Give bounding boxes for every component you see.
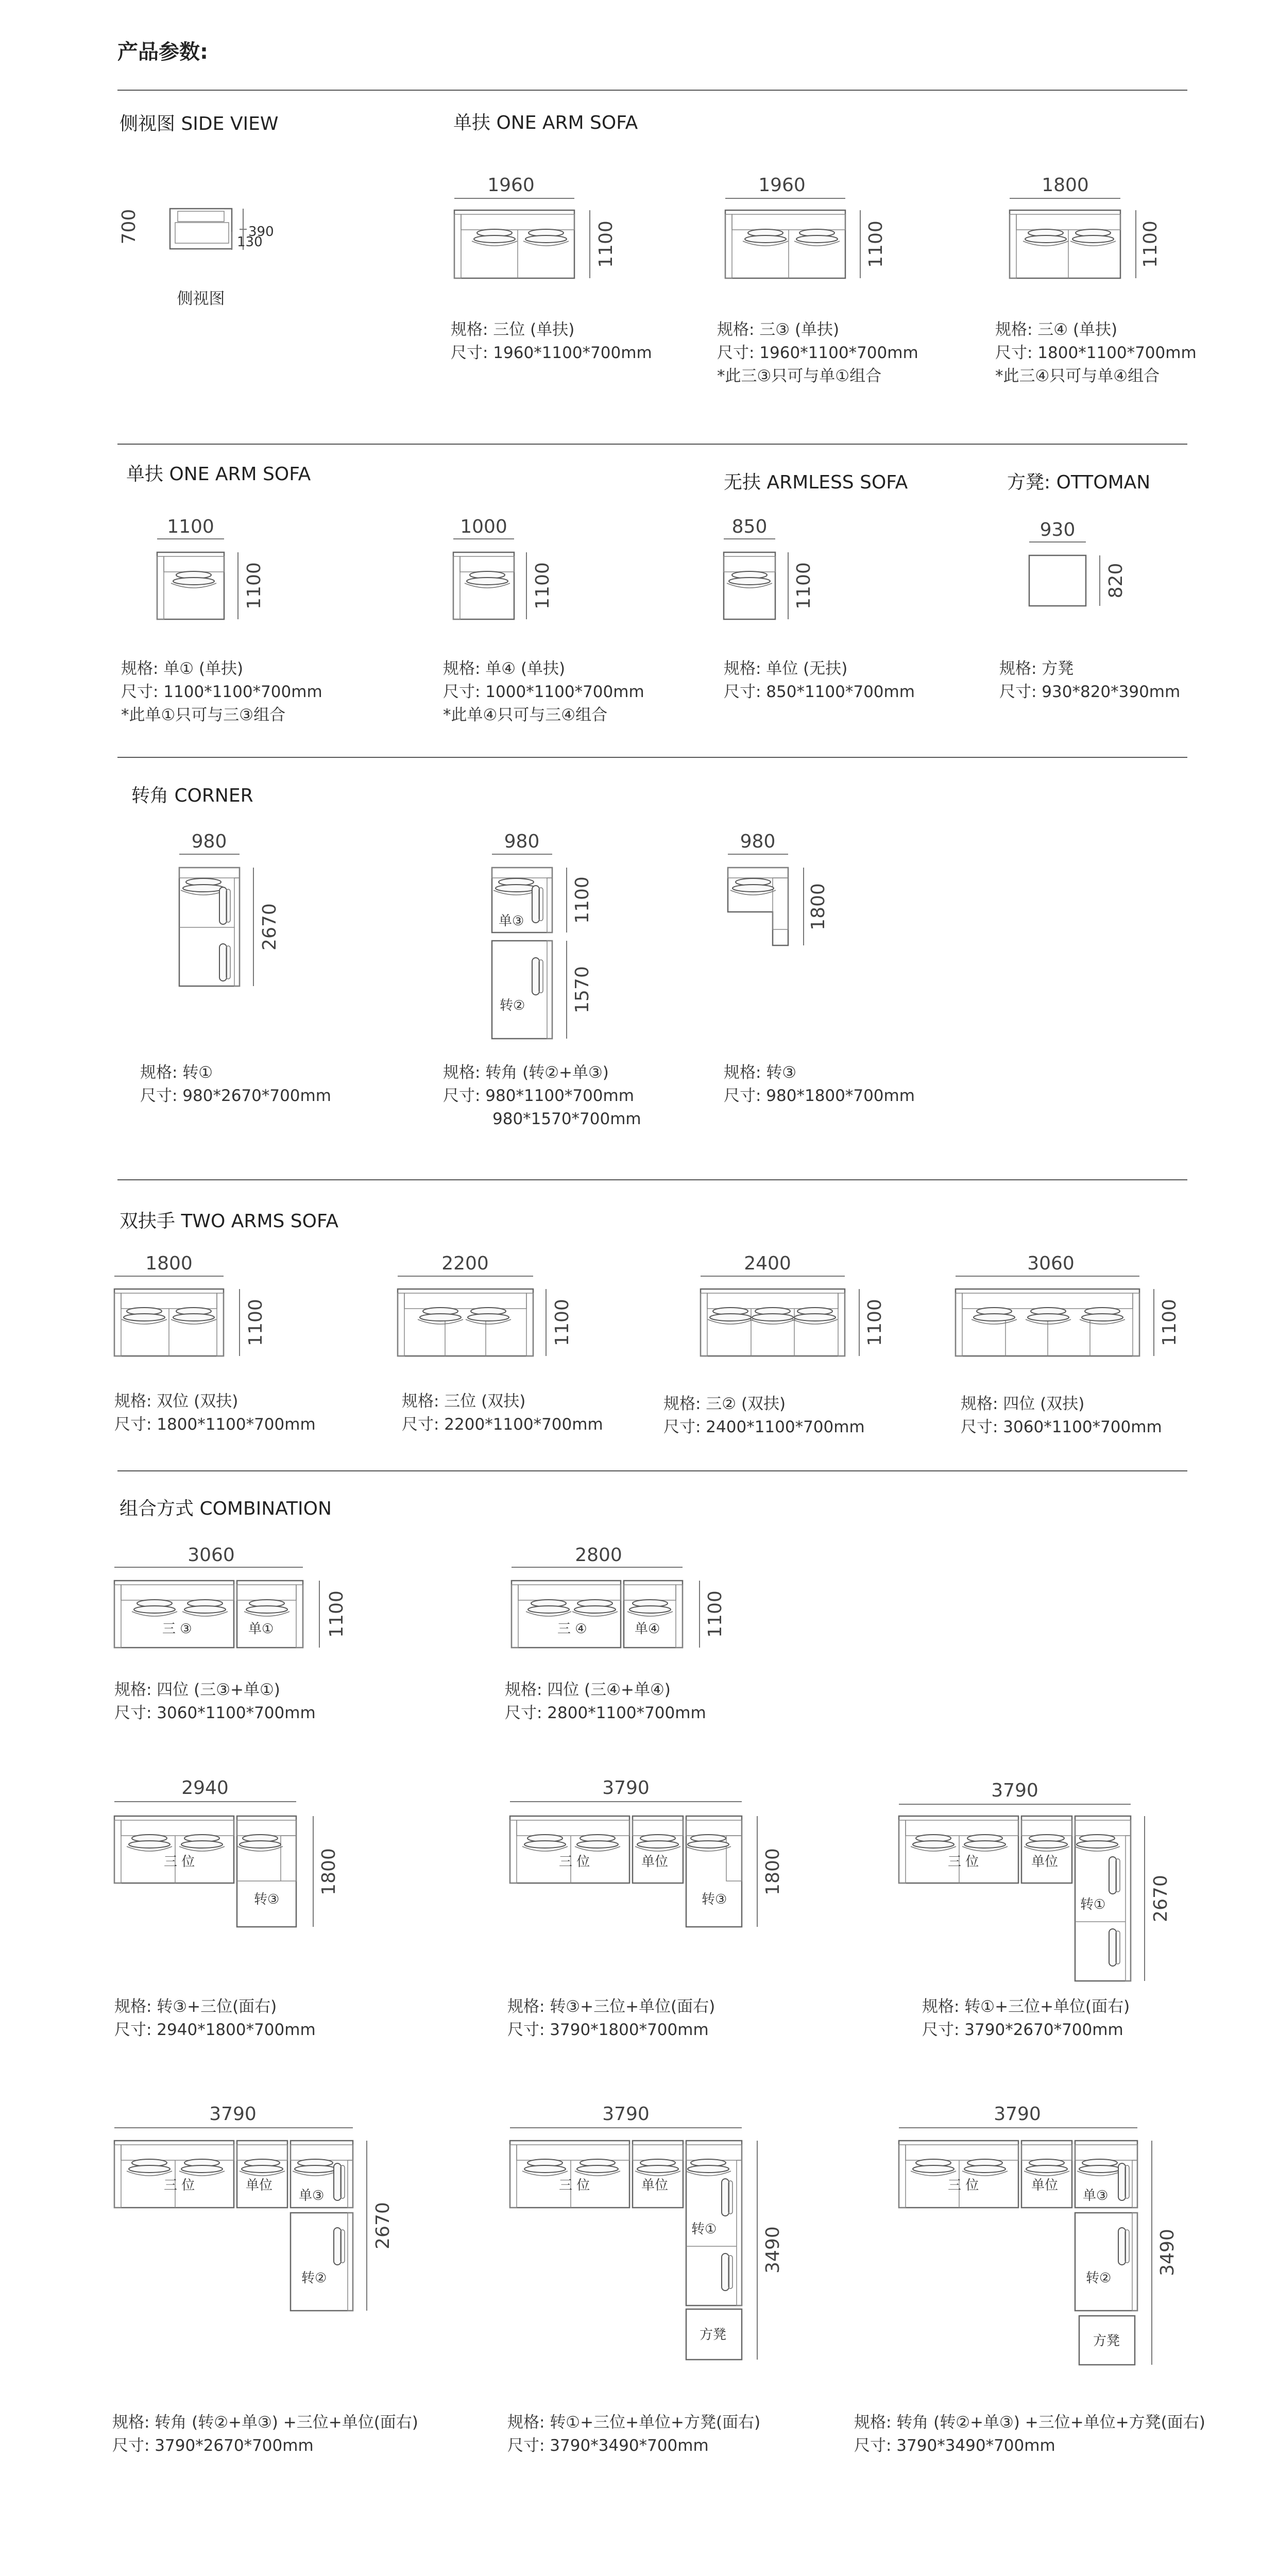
item-spec: 规格: 转角 (转②+单③) +三位+单位(面右) <box>112 2413 418 2432</box>
item-spec: 规格: 四位 (双扶) <box>961 1395 1085 1413</box>
combo-corner-3-plus-three <box>114 1802 313 1927</box>
section-title-one-arm-sofa-2: 单扶 ONE ARM SOFA <box>126 464 311 485</box>
module-label: 单位 <box>641 2178 669 2193</box>
item-note: *此单①只可与三③组合 <box>121 706 286 724</box>
item-width-label: 3790 <box>209 2104 257 2125</box>
item-spec: 规格: 单位 (无扶) <box>724 659 848 678</box>
combo-corner-1-three-single-ottoman <box>510 2128 757 2360</box>
item-depth-label: 1100 <box>326 1590 347 1638</box>
combo-corner-2-single-3-three-single-ottoman <box>899 2128 1152 2365</box>
sofa-single-1-one-arm <box>157 539 238 619</box>
item-size: 尺寸: 1960*1100*700mm <box>717 344 918 362</box>
item-spec: 规格: 单① (单扶) <box>121 659 244 678</box>
item-spec: 规格: 四位 (三③+单①) <box>114 1681 280 1699</box>
item-spec: 规格: 转③+三位(面右) <box>114 1997 277 2016</box>
module-label: 三 位 <box>559 1854 590 1870</box>
item-depth-label: 3490 <box>762 2226 783 2274</box>
module-label: 单① <box>248 1621 274 1637</box>
item-spec: 规格: 转角 (转②+单③) +三位+单位+方凳(面右) <box>854 2413 1205 2432</box>
item-size: 尺寸: 3790*3490*700mm <box>854 2436 1055 2455</box>
item-size: 尺寸: 3060*1100*700mm <box>961 1418 1162 1436</box>
module-label: 三 位 <box>948 2178 979 2193</box>
item-width-label: 2940 <box>181 1777 229 1799</box>
item-size: 尺寸: 2200*1100*700mm <box>402 1415 603 1434</box>
section-title-corner: 转角 CORNER <box>131 785 253 806</box>
item-depth-label: 1100 <box>1140 221 1161 268</box>
item-depth-label: 1800 <box>318 1848 339 1895</box>
item-width-label: 1960 <box>487 175 535 196</box>
item-size: 尺寸: 1800*1100*700mm <box>995 344 1197 362</box>
item-width-label: 980 <box>191 831 227 852</box>
side-view-caption: 侧视图 <box>177 290 225 308</box>
module-label: 单位 <box>641 1854 669 1870</box>
item-spec: 规格: 三位 (单扶) <box>451 320 575 339</box>
corner-3 <box>728 854 804 945</box>
module-label: 三 位 <box>948 1854 979 1870</box>
side-view-height-label: 700 <box>118 209 140 245</box>
item-spec: 规格: 转①+三位+单位+方凳(面右) <box>507 2413 761 2432</box>
item-depth-label: 1100 <box>244 562 265 609</box>
sofa-three-3-one-arm <box>725 198 860 278</box>
item-size: 尺寸: 1800*1100*700mm <box>114 1415 316 1434</box>
sofa-three-4-one-arm <box>1010 198 1136 278</box>
module-label: 三 位 <box>164 2178 195 2193</box>
module-label: 方凳 <box>1093 2333 1120 2349</box>
item-width-label: 3060 <box>188 1545 235 1566</box>
item-depth-label: 1100 <box>552 1299 573 1346</box>
item-spec: 规格: 三② (双扶) <box>663 1395 786 1413</box>
module-label: 转② <box>1086 2270 1112 2286</box>
item-depth-label: 1100 <box>705 1590 726 1638</box>
sofa-two-seat-two-arms <box>114 1276 240 1356</box>
item-size: 尺寸: 3790*2670*700mm <box>112 2436 314 2455</box>
item-width-label: 3790 <box>602 1777 650 1799</box>
sofa-three-2-two-arms <box>701 1276 859 1356</box>
item-size: 尺寸: 3790*3490*700mm <box>507 2436 709 2455</box>
item-depth-label: 1100 <box>595 221 617 268</box>
item-depth-label: 1100 <box>865 221 887 268</box>
item-size: 尺寸: 980*2670*700mm <box>140 1087 331 1105</box>
item-size: 尺寸: 2400*1100*700mm <box>663 1418 865 1436</box>
section-title-combination: 组合方式 COMBINATION <box>120 1498 332 1519</box>
item-depth-label: 1100 <box>864 1299 885 1346</box>
sofa-three-seat-two-arms <box>398 1276 546 1356</box>
item-spec: 规格: 双位 (双扶) <box>114 1392 238 1411</box>
module-label: 单③ <box>1083 2188 1109 2204</box>
module-label: 单位 <box>1031 2178 1059 2193</box>
corner-2-with-single-3 <box>492 854 567 1039</box>
module-label: 转② <box>500 998 525 1013</box>
item-depth-label: 3490 <box>1157 2229 1178 2276</box>
item-width-label: 2800 <box>575 1545 622 1566</box>
combo-corner-1-three-single <box>899 1804 1145 1981</box>
item-width-label: 3790 <box>994 2104 1041 2125</box>
item-note: *此单④只可与三④组合 <box>443 706 608 724</box>
item-width-label: 3790 <box>602 2104 650 2125</box>
page-title: 产品参数: <box>117 40 208 64</box>
item-spec: 规格: 转③ <box>724 1063 797 1082</box>
module-label: 单④ <box>635 1621 660 1637</box>
item-depth-label: 2670 <box>259 903 280 951</box>
item-width-label: 1800 <box>145 1253 193 1274</box>
item-spec: 规格: 单④ (单扶) <box>443 659 566 678</box>
combo-three-3-plus-single-1 <box>114 1567 319 1648</box>
module-label: 三 ④ <box>557 1621 587 1637</box>
sofa-single-armless <box>724 539 788 619</box>
item-width-label: 2200 <box>441 1253 489 1274</box>
side-view-drawing <box>170 209 247 250</box>
module-label: 转① <box>1080 1897 1106 1912</box>
item-width-label: 930 <box>1040 519 1076 540</box>
item-spec: 规格: 转① <box>140 1063 213 1082</box>
section-title-side-view: 侧视图 SIDE VIEW <box>120 113 279 134</box>
module-label: 转③ <box>254 1892 280 1907</box>
item-size: 尺寸: 1100*1100*700mm <box>121 683 322 701</box>
module-label: 转② <box>301 2270 327 2286</box>
module-label: 三 位 <box>164 1854 195 1870</box>
section-title-one-arm-sofa: 单扶 ONE ARM SOFA <box>453 112 638 133</box>
sofa-four-seat-two-arms <box>956 1276 1154 1356</box>
item-spec: 规格: 三④ (单扶) <box>995 320 1118 339</box>
combo-corner-2-single-3-three-single <box>114 2128 367 2311</box>
item-spec: 规格: 转③+三位+单位(面右) <box>507 1997 715 2016</box>
item-width-label: 2400 <box>744 1253 791 1274</box>
item-depth-label: 1100 <box>572 876 593 924</box>
section-title-two-arms-sofa: 双扶手 TWO ARMS SOFA <box>120 1211 339 1232</box>
item-spec: 规格: 三③ (单扶) <box>717 320 840 339</box>
combo-corner-3-three-single <box>510 1802 757 1927</box>
item-depth-label-2: 1570 <box>572 966 593 1013</box>
side-view-seat-label: 130 <box>237 234 263 250</box>
item-width-label: 980 <box>740 831 776 852</box>
item-spec: 规格: 转①+三位+单位(面右) <box>922 1997 1130 2016</box>
item-depth-label: 1100 <box>1159 1299 1180 1346</box>
item-note: *此三④只可与单④组合 <box>995 367 1160 385</box>
module-label: 三 ③ <box>162 1621 192 1637</box>
item-spec: 规格: 三位 (双扶) <box>402 1392 526 1411</box>
item-width-label: 1100 <box>167 516 214 537</box>
section-title-armless-sofa: 无扶 ARMLESS SOFA <box>724 472 908 493</box>
item-size: 尺寸: 1000*1100*700mm <box>443 683 644 701</box>
module-label: 单位 <box>246 2178 273 2193</box>
item-depth-label: 820 <box>1105 563 1127 599</box>
item-size: 尺寸: 3060*1100*700mm <box>114 1704 316 1722</box>
item-spec: 规格: 方凳 <box>999 659 1074 678</box>
item-size: 尺寸: 1960*1100*700mm <box>451 344 652 362</box>
item-size: 尺寸: 2940*1800*700mm <box>114 2021 316 2039</box>
item-width-label: 3060 <box>1027 1253 1075 1274</box>
item-depth-label: 2670 <box>1150 1875 1171 1922</box>
item-spec: 规格: 转角 (转②+单③) <box>443 1063 609 1082</box>
module-label: 转① <box>691 2222 717 2237</box>
item-size: 尺寸: 980*1800*700mm <box>724 1087 915 1105</box>
module-label: 单③ <box>499 913 524 929</box>
sofa-single-4-one-arm <box>453 539 526 619</box>
item-depth-label: 1100 <box>245 1299 266 1346</box>
module-label: 转③ <box>702 1892 727 1907</box>
sofa-three-seat-one-arm <box>454 198 590 278</box>
section-title-ottoman: 方凳: OTTOMAN <box>1007 472 1151 493</box>
item-width-label: 1000 <box>460 516 507 537</box>
side-view-depth-label: 390 <box>248 224 274 240</box>
item-note: *此三③只可与单①组合 <box>717 367 882 385</box>
item-depth-label: 1800 <box>762 1848 783 1895</box>
item-size: 尺寸: 3790*1800*700mm <box>507 2021 709 2039</box>
corner-1 <box>179 854 253 986</box>
module-label: 三 位 <box>559 2178 590 2193</box>
item-depth-label: 1100 <box>793 562 814 609</box>
item-depth-label: 1100 <box>532 562 553 609</box>
module-label: 单位 <box>1031 1854 1059 1870</box>
item-size: 尺寸: 2800*1100*700mm <box>505 1704 706 1722</box>
item-size: 尺寸: 3790*2670*700mm <box>922 2021 1123 2039</box>
combo-three-4-plus-single-4 <box>512 1567 700 1648</box>
item-size: 尺寸: 850*1100*700mm <box>724 683 915 701</box>
item-spec: 规格: 四位 (三④+单④) <box>505 1681 671 1699</box>
item-width-label: 850 <box>731 516 768 537</box>
item-depth-label: 2670 <box>372 2202 394 2249</box>
item-width-label: 3790 <box>991 1780 1038 1801</box>
item-size: 尺寸: 980*1100*700mm <box>443 1087 634 1105</box>
module-label: 方凳 <box>700 2327 727 2343</box>
module-label: 单③ <box>299 2188 325 2204</box>
item-size: 尺寸: 930*820*390mm <box>999 683 1181 701</box>
ottoman <box>1029 542 1100 606</box>
item-depth-label: 1800 <box>808 883 829 930</box>
item-width-label: 1800 <box>1042 175 1089 196</box>
item-size-2: 980*1570*700mm <box>492 1110 641 1128</box>
item-width-label: 980 <box>504 831 540 852</box>
item-width-label: 1960 <box>758 175 806 196</box>
